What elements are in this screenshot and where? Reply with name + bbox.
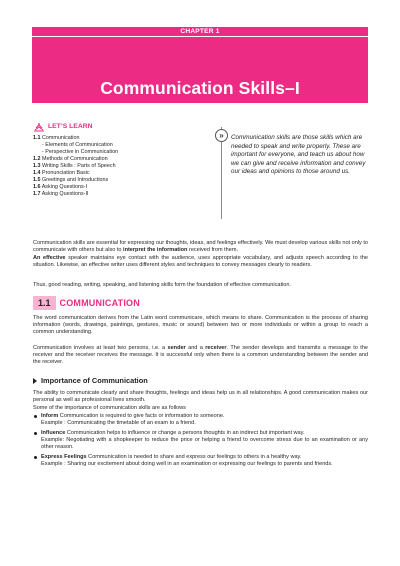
toc-item: 1.1 Communication [33, 135, 80, 141]
definition-callout [219, 127, 369, 225]
list-item-example: Example : Sharing our excitement about doing well in an examination or expressing our feelings to parents and friends. [41, 460, 333, 467]
bullet-dot-icon [34, 456, 37, 459]
toc-item: 1.5 Greetings and Introductions [33, 177, 109, 183]
section-paragraph: Communication involves at least two persons, i.e. a sender and a receiver. The sender develops and transmits a message to the receiver and the receiver receives the message. It is successful only when there is a common understanding between the sender and the receiver. [33, 345, 369, 366]
intro-paragraph: Communication skills are essential for expressing our thoughts, ideas, and feelings effectively. We must develop various skills not only to communicate with others but also to interpret the information received from them. [33, 240, 368, 254]
list-item: Express Feelings Communication is needed to share and express our feelings to others in a healthy way. [33, 454, 368, 461]
lets-learn-heading [33, 122, 93, 132]
bullet-dot-icon [34, 432, 37, 435]
subsection-title: Importance of Communication [41, 376, 148, 385]
section-paragraph: The word communication derives from the Latin word communicare, which means to share. Communication is the process of sharing information (words, drawings, paintings, gestures, music or sound) between two or more individuals or within a group to reach a common understanding. [33, 315, 368, 336]
toc-item: 1.6 Asking Questions-I [33, 184, 87, 190]
chapter-label: CHAPTER 1 [180, 28, 220, 35]
intro-paragraph: An effective speaker maintains eye contact with the audience, uses appropriate vocabulary, and adjusts speech according to the situation. Likewise, an effective writer uses different styles and techniques to convey messages clearly to readers. [33, 255, 368, 269]
list-item-example: Example : Communicating the timetable of an exam to a friend. [41, 420, 196, 427]
bullet-dot-icon [34, 415, 37, 418]
list-item-example: Example: Negotiating with a shopkeeper to reduce the price or helping a friend to overcome stress due to an examination or any other reason. [41, 436, 368, 450]
importance-intro: Some of the importance of communication skills are as follows [33, 405, 186, 411]
subsection-heading [33, 376, 148, 386]
toc-subitem: - Elements of Communication [42, 142, 113, 148]
toc-item: 1.7 Asking Questions-II [33, 191, 89, 197]
callout-text: Communication skills are those skills which are needed to speak and write properly. These are important for everyone, and teach us about how we can give and receive information and convey our ideas and opinions to those around us. [231, 134, 366, 175]
chapter-title: Communication Skills–I [100, 78, 300, 98]
toc-item: 1.3 Writing Skills : Parts of Speech [33, 163, 116, 169]
list-item: Influence Communication helps to influence or change a persons thoughts in an indirect but important way. [33, 430, 368, 437]
toc-item: 1.2 Methods of Communication [33, 156, 108, 162]
section-title: COMMUNICATION [59, 298, 140, 308]
section-heading [33, 296, 140, 310]
lets-learn-title: LET’S LEARN [48, 123, 93, 130]
section-number: 1.1 [33, 296, 56, 310]
intro-paragraph: Thus, good reading, writing, speaking, and listening skills form the foundation of effective communication. [33, 282, 291, 288]
book-stack-icon [33, 123, 45, 132]
list-item: Inform Communication is required to give facts or information to someone. [33, 413, 368, 420]
toc-subitem: - Perspective in Communication [42, 149, 119, 155]
importance-paragraph: The ability to communicate clearly and share thoughts, feelings and ideas help us in all relationships. A good communication makes our personal as well as professional lives smooth. [33, 390, 368, 404]
lets-learn-list [33, 135, 198, 198]
toc-item: 1.4 Pronunciation Basic [33, 170, 90, 176]
triangle-bullet-icon [33, 378, 37, 384]
importance-list [33, 413, 368, 470]
chevron-right-icon: » [215, 129, 228, 142]
